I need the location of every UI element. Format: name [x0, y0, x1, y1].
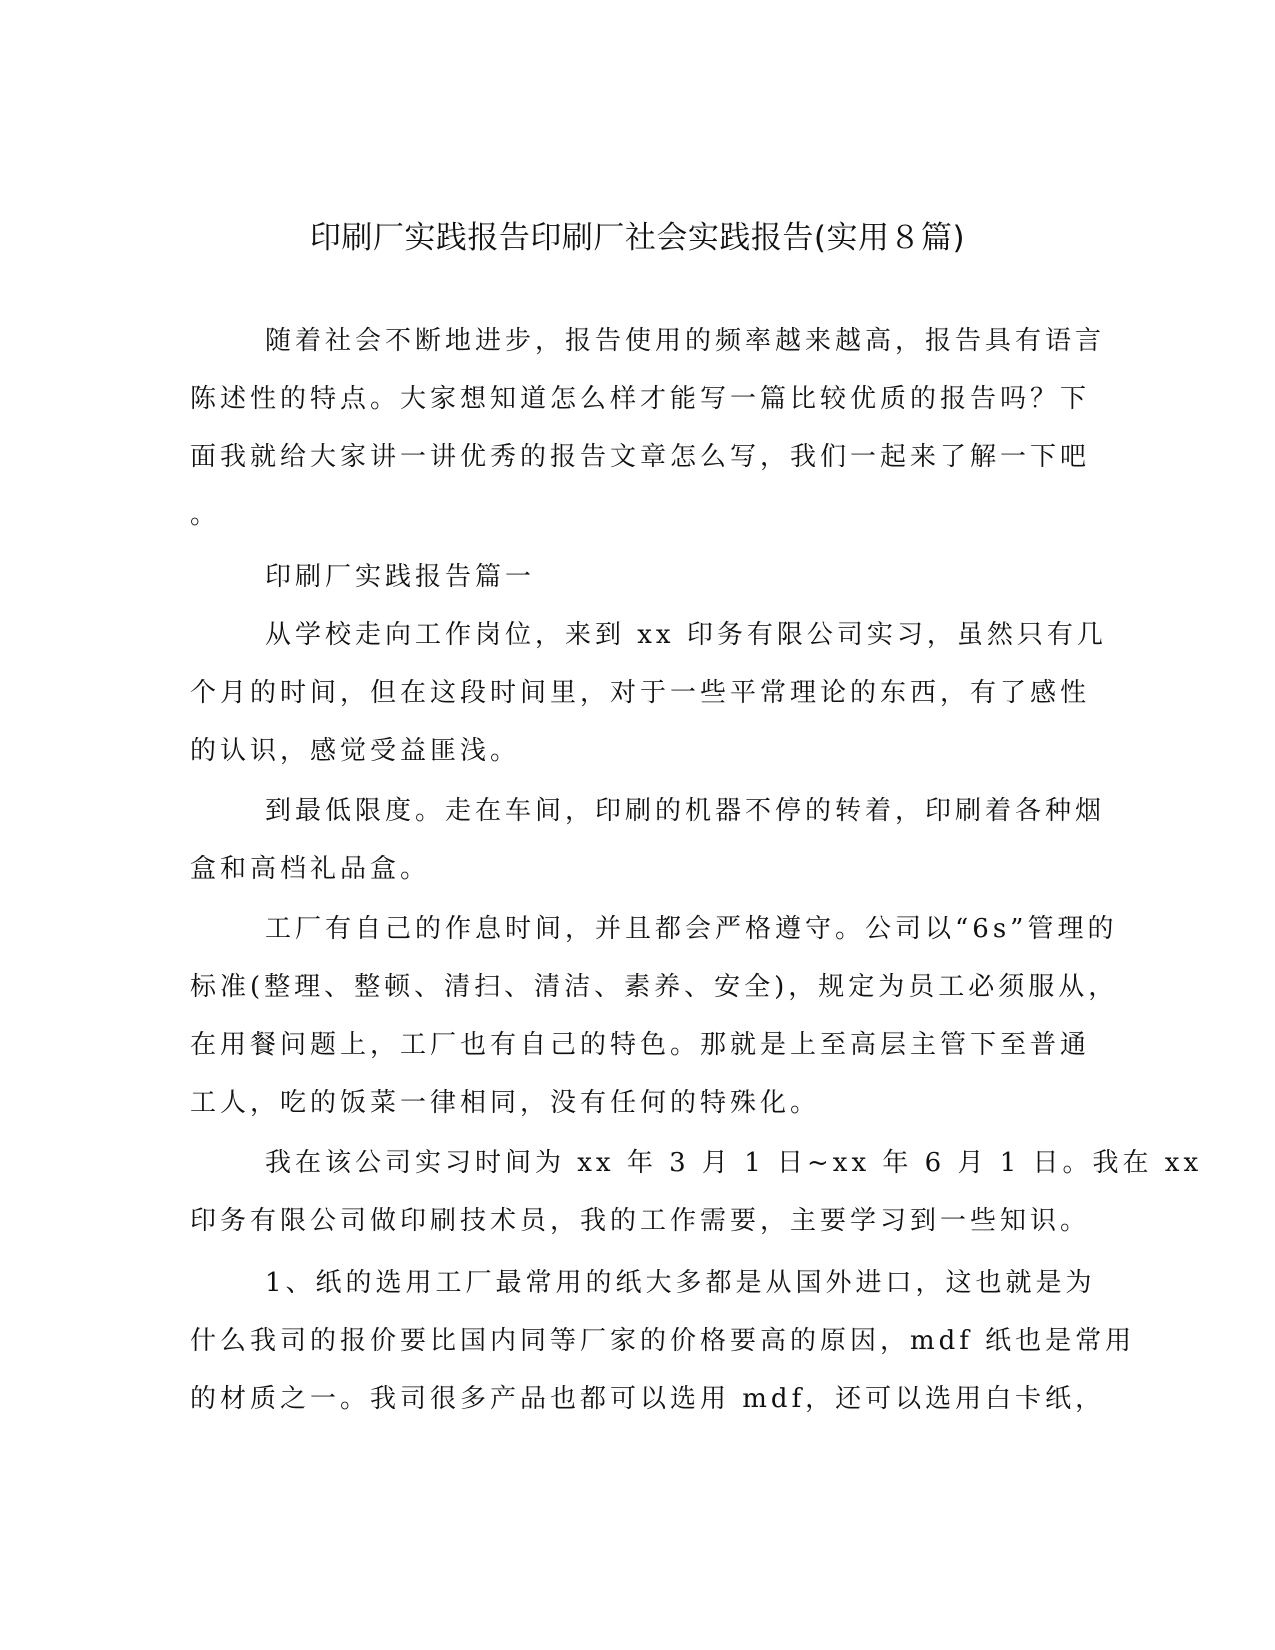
paragraph-line: 印务有限公司做印刷技术员，我的工作需要，主要学习到一些知识。	[190, 1206, 1091, 1236]
paragraph-line: 从学校走向工作岗位，来到 xx 印务有限公司实习，虽然只有几	[265, 620, 1107, 650]
paragraph-line: 面我就给大家讲一讲优秀的报告文章怎么写，我们一起来了解一下吧	[190, 442, 1091, 472]
paragraph-line: 标准(整理、整顿、清扫、清洁、素养、安全)，规定为员工必须服从，	[190, 972, 1119, 1002]
paragraph-line: 我在该公司实习时间为 xx 年 3 月 1 日~xx 年 6 月 1 日。我在 xx	[265, 1148, 1203, 1178]
paragraph-line: 到最低限度。走在车间，印刷的机器不停的转着，印刷着各种烟	[265, 796, 1106, 826]
paragraph-line: 1、纸的选用工厂最常用的纸大多都是从国外进口，这也就是为	[265, 1268, 1096, 1298]
paragraph-line: 随着社会不断地进步，报告使用的频率越来越高，报告具有语言	[265, 326, 1106, 356]
paragraph-line: 陈述性的特点。大家想知道怎么样才能写一篇比较优质的报告吗？下	[190, 384, 1091, 414]
paragraph-line: 的材质之一。我司很多产品也都可以选用 mdf，还可以选用白卡纸，	[190, 1384, 1106, 1414]
paragraph-line: 工人，吃的饭菜一律相同，没有任何的特殊化。	[190, 1088, 821, 1118]
paragraph-line: 工厂有自己的作息时间，并且都会严格遵守。公司以“6s”管理的	[265, 914, 1118, 944]
paragraph-line: 的认识，感觉受益匪浅。	[190, 736, 521, 766]
paragraph-line: 在用餐问题上，工厂也有自己的特色。那就是上至高层主管下至普通	[190, 1030, 1091, 1060]
paragraph-line: 盒和高档礼品盒。	[190, 854, 431, 884]
section-heading: 印刷厂实践报告篇一	[265, 562, 536, 592]
paragraph-line: 。	[190, 500, 221, 530]
paragraph-line: 个月的时间，但在这段时间里，对于一些平常理论的东西，有了感性	[190, 678, 1091, 708]
document-title: 印刷厂实践报告印刷厂社会实践报告(实用８篇)	[309, 220, 966, 256]
paragraph-line: 什么我司的报价要比国内同等厂家的价格要高的原因，mdf 纸也是常用	[190, 1326, 1136, 1356]
